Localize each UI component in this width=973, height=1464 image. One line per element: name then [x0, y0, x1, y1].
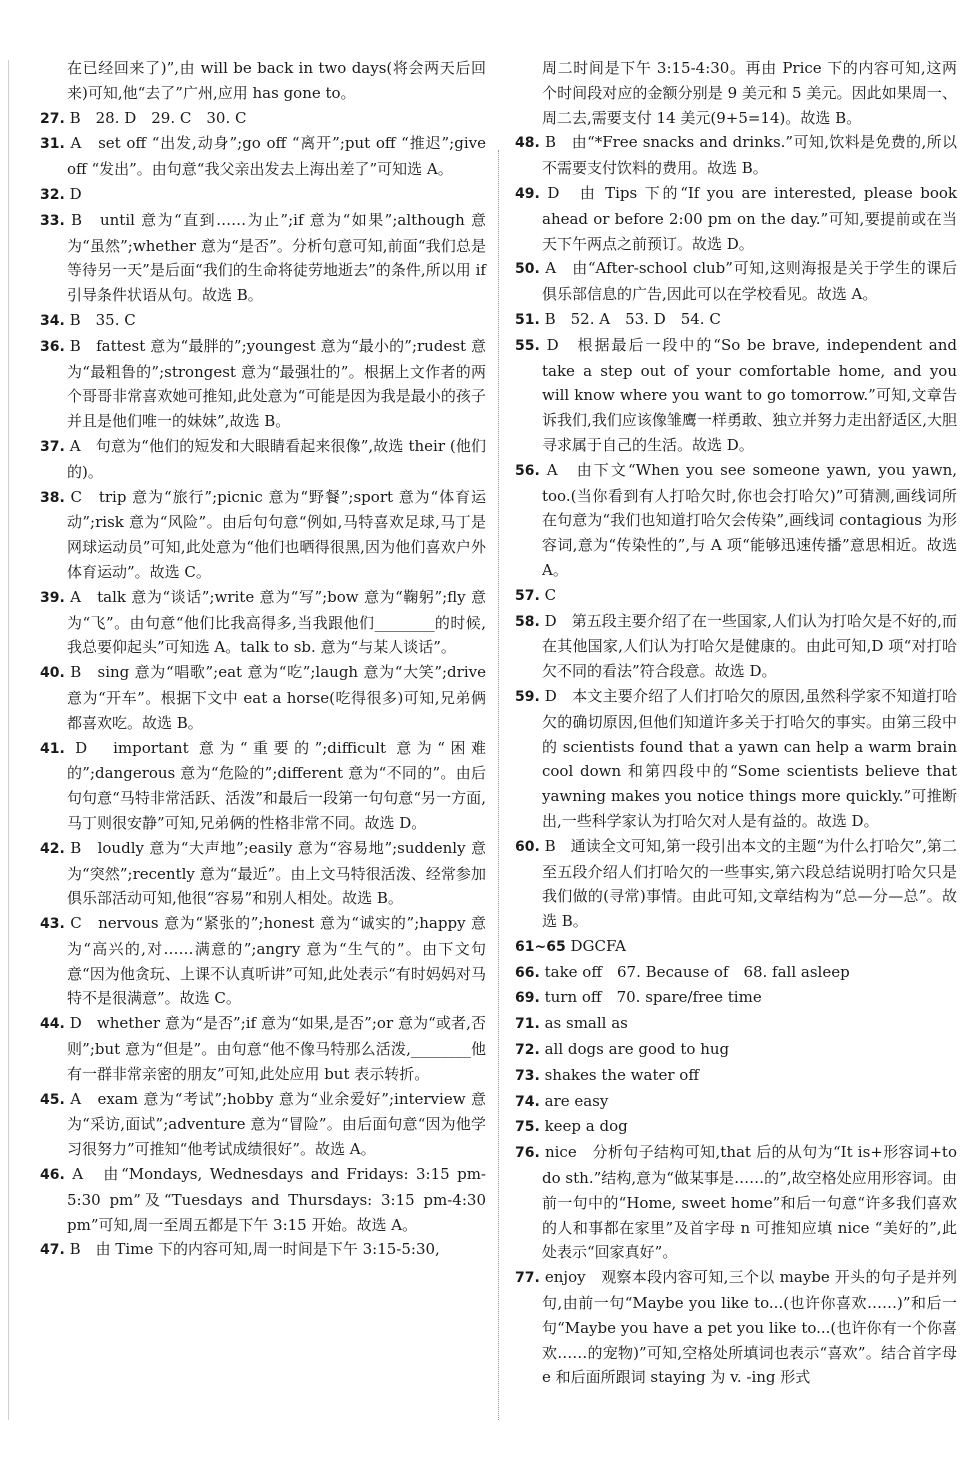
answer-text: A 句意为“他们的短发和大眼睛看起来很像”,故选 their (他们的)。 — [67, 436, 486, 481]
question-number: 36. — [40, 338, 65, 355]
question-number: 33. — [40, 212, 65, 229]
answer-entry — [40, 106, 486, 132]
question-number: 38. — [40, 489, 65, 506]
answer-text: D important 意为“重要的”;difficult 意为“困难的”;dangerous 意为“危险的”;different 意为“不同的”。由后句句意“马特非常活跃、活泼”和最后一段第一句句意“另一方面,马丁则很安静”可知,兄弟俩的性格非常不同。故选 D。 — [67, 738, 486, 832]
answer-entry — [40, 1162, 486, 1237]
question-number: 27. — [40, 110, 65, 127]
answer-text: D — [69, 184, 82, 203]
question-number: 37. — [40, 438, 65, 455]
answer-entry — [515, 934, 957, 960]
question-number: 57. — [515, 587, 540, 604]
question-number: 48. — [515, 135, 540, 152]
answer-entry — [515, 181, 957, 256]
right-column — [515, 56, 957, 1390]
question-number: 69. — [515, 990, 540, 1007]
answer-text: turn off 70. spare/free time — [544, 988, 762, 1007]
question-number: 41. — [40, 740, 65, 757]
answer-entry — [40, 1011, 486, 1086]
answer-entry — [515, 1265, 957, 1390]
question-number: 49. — [515, 185, 540, 202]
answer-entry — [40, 56, 486, 106]
answer-text: B until 意为“直到……为止”;if 意为“如果”;although 意为“虽然”;whether 意为“是否”。分析句意可知,前面“我们总是等待另一天”是后面“我们的生命将徒劳地逝去”的条件,所以用 if 引导条件状语从句。故选 B。 — [67, 210, 486, 305]
question-number: 73. — [515, 1067, 540, 1084]
answer-text: B 由 Time 下的内容可知,周一时间是下午 3:15-5:30, — [69, 1240, 440, 1259]
answer-entry — [40, 836, 486, 911]
answer-entry — [515, 960, 957, 986]
answer-entry — [515, 1063, 957, 1089]
answer-entry — [40, 131, 486, 182]
answer-text: take off 67. Because of 68. fall asleep — [544, 962, 850, 981]
question-number: 75. — [515, 1119, 540, 1136]
answer-text: enjoy 观察本段内容可知,三个以 maybe 开头的句子是并列句,由前一句“Maybe you like to...(也许你喜欢……)”和后一句“Maybe you have a pet you like to...(也许你有一个你喜欢……的宠物)”可知,空格处所填词也表示“喜欢”。结合首字母 e 和后面所跟词 staying 为 v. -ing 形式 — [542, 1268, 957, 1387]
answer-entry — [40, 308, 486, 334]
answer-entry — [515, 333, 957, 458]
answer-entry — [515, 1011, 957, 1037]
question-number: 59. — [515, 688, 540, 705]
answer-text: A set off “出发,动身”;go off “离开”;put off “推迟”;give off “发出”。由句意“我父亲出发去上海出差了”可知选 A。 — [67, 134, 486, 179]
question-number: 42. — [40, 840, 65, 857]
answer-entry — [515, 834, 957, 934]
answer-entry — [515, 1037, 957, 1063]
question-number: 72. — [515, 1042, 540, 1059]
answer-entry — [40, 334, 486, 434]
question-number: 45. — [40, 1091, 65, 1108]
column-divider — [498, 150, 499, 1420]
answer-text: B fattest 意为“最胖的”;youngest 意为“最小的”;rudest 意为“最粗鲁的”;strongest 意为“最强壮的”。根据上文作者的两个哥哥非常喜欢她可推知,此处意为“可能是因为我是最小的孩子并且是他们唯一的妹妹”,故选 B。 — [67, 336, 486, 431]
answer-text: C — [544, 585, 557, 604]
answer-text: are easy — [544, 1091, 609, 1110]
answer-text: D whether 意为“是否”;if 意为“如果,是否”;or 意为“或者,否则”;but 意为“但是”。由句意“他不像马特那么活泼,________他有一群非常亲密的朋友”可知,此处应用 but 表示转折。 — [67, 1014, 486, 1083]
answer-text: B 52. A 53. D 54. C — [544, 309, 721, 328]
answer-text: as small as — [544, 1014, 628, 1033]
question-number: 44. — [40, 1016, 65, 1033]
question-number: 50. — [515, 261, 540, 278]
answer-entry — [40, 660, 486, 735]
answer-entry — [515, 56, 957, 130]
answer-entry — [515, 1114, 957, 1140]
answer-entry — [515, 985, 957, 1011]
answer-entry — [515, 684, 957, 834]
answer-entry — [40, 1237, 486, 1263]
answer-entry — [40, 208, 486, 308]
question-number: 47. — [40, 1242, 65, 1259]
question-number: 56. — [515, 462, 540, 479]
answer-entry — [40, 736, 486, 836]
question-number: 61~65 — [515, 938, 566, 955]
answer-entry — [515, 1089, 957, 1115]
answer-text: B 35. C — [69, 310, 136, 329]
answer-text: nice 分析句子结构可知,that 后的从句为“It is+形容词+to do sth.”结构,意为“做某事是……的”,故空格处应用形容词。由前一句中的“Home, sweet home”和后一句意“许多我们喜欢的人和事都在家里”及首字母 n 可推知应填 nice “美好的”,此处表示“回家真好”。 — [542, 1143, 957, 1262]
question-number: 71. — [515, 1016, 540, 1033]
answer-entry — [515, 609, 957, 684]
answer-text: A 由“After-school club”可知,这则海报是关于学生的课后俱乐部信息的广告,因此可以在学校看见。故选 A。 — [542, 259, 957, 304]
answer-text: A 由“Mondays, Wednesdays and Fridays: 3:15 pm-5:30 pm”及“Tuesdays and Thursdays: 3:15 pm-4:30 pm”可知,周一至周五都是下午 3:15 开始。故选 A。 — [67, 1165, 486, 1234]
answer-entry — [40, 911, 486, 1011]
answer-text: B 通读全文可知,第一段引出本文的主题“为什么打哈欠”,第二至五段介绍人们打哈欠的一些事实,第六段总结说明打哈欠只是我们做的(寻常)事情。由此可知,文章结构为“总—分—总”。故选 B。 — [542, 836, 957, 931]
answer-text: B loudly 意为“大声地”;easily 意为“容易地”;suddenly 意为“突然”;recently 意为“最近”。由上文马特很活泼、经常参加俱乐部活动可知,他很“容易”和别人相处。故选 B。 — [67, 838, 486, 908]
answer-entry — [515, 307, 957, 333]
answer-entry — [40, 485, 486, 585]
question-number: 32. — [40, 186, 65, 203]
answer-entry — [515, 583, 957, 609]
answer-entry — [515, 458, 957, 583]
answer-text: 周二时间是下午 3:15-4:30。再由 Price 下的内容可知,这两个时间段对应的金额分别是 9 美元和 5 美元。因此如果周一、周二去,需要支付 14 美元(9+5=14)。故选 B。 — [542, 59, 957, 127]
answer-entry — [40, 1087, 486, 1162]
question-number: 55. — [515, 337, 540, 354]
answer-text: D 由 Tips 下的“If you are interested, please book ahead or before 2:00 pm on the day.”可知,要提前或在当天下午两点之前预订。故选 D。 — [542, 183, 957, 253]
answer-text: A exam 意为“考试”;hobby 意为“业余爱好”;interview 意为“采访,面试”;adventure 意为“冒险”。由后面句意“因为他学习很努力”可推知“他考试成绩很好”。故选 A。 — [67, 1089, 486, 1159]
answer-text: keep a dog — [544, 1117, 628, 1136]
question-number: 40. — [40, 665, 65, 682]
answer-text: D 第五段主要介绍了在一些国家,人们认为打哈欠是不好的,而在其他国家,人们认为打哈欠是健康的。由此可知,D 项“对打哈欠不同的看法”符合段意。故选 D。 — [542, 611, 957, 681]
question-number: 51. — [515, 311, 540, 328]
answer-text: DGCFA — [570, 936, 626, 955]
answer-text: B sing 意为“唱歌”;eat 意为“吃”;laugh 意为“大笑”;drive 意为“开车”。根据下文中 eat a horse(吃得很多)可知,兄弟俩都喜欢吃。故选 B。 — [67, 663, 486, 732]
answer-text: B 由“*Free snacks and drinks.”可知,饮料是免费的,所以不需要支付饮料的费用。故选 B。 — [542, 133, 957, 178]
answer-text: A 由下文“When you see someone yawn, you yawn, too.(当你看到有人打哈欠时,你也会打哈欠)”可猜测,画线词所在句意为“我们也知道打哈欠会传染”,画线词 contagious 为形容词,意为“传染性的”,与 A 项“能够迅速传播”意思相近。故选 A。 — [542, 460, 957, 579]
answer-text: D 根据最后一段中的“So be brave, independent and take a step out of your comfortable home, and you will know where you want to go tomorrow.”可知,文章告诉我们,我们应该像雏鹰一样勇敢、独立并努力走出舒适区,大胆寻求属于自己的生活。故选 D。 — [542, 335, 957, 454]
question-number: 43. — [40, 916, 65, 933]
answer-entry — [515, 130, 957, 181]
answer-text: all dogs are good to hug — [544, 1040, 730, 1059]
answer-text: D 本文主要介绍了人们打哈欠的原因,虽然科学家不知道打哈欠的确切原因,但他们知道许多关于打哈欠的事实。由第三段中的 scientists found that a yawn can help a warm brain cool down 和第四段中的“Some scientists believe that yawning makes you notice things more quickly.”可推断出,一些科学家认为打哈欠对人是有益的。故选 D。 — [542, 686, 957, 830]
question-number: 74. — [515, 1093, 540, 1110]
answer-text: 在已经回来了)”,由 will be back in two days(将会两天后回来)可知,他“去了”广州,应用 has gone to。 — [67, 59, 486, 102]
question-number: 46. — [40, 1167, 65, 1184]
question-number: 31. — [40, 136, 65, 153]
answer-entry — [515, 256, 957, 307]
question-number: 58. — [515, 613, 540, 630]
answer-entry — [40, 434, 486, 485]
question-number: 60. — [515, 838, 540, 855]
question-number: 34. — [40, 312, 65, 329]
answer-text: C nervous 意为“紧张的”;honest 意为“诚实的”;happy 意为“高兴的,对……满意的”;angry 意为“生气的”。由下文句意“因为他贪玩、上课不认真听讲”可知,此处表示“有时妈妈对马特不是很满意”。故选 C。 — [67, 914, 486, 1008]
answer-text: C trip 意为“旅行”;picnic 意为“野餐”;sport 意为“体育运动”;risk 意为“风险”。由后句句意“例如,马特喜欢足球,马丁是网球运动员”可知,此处意为“他们也晒得很黑,因为他们喜欢户外体育运动”。故选 C。 — [67, 487, 486, 581]
answer-entry — [40, 585, 486, 660]
question-number: 39. — [40, 589, 65, 606]
question-number: 77. — [515, 1270, 540, 1287]
question-number: 66. — [515, 964, 540, 981]
left-column — [40, 56, 486, 1263]
answer-text: A talk 意为“谈话”;write 意为“写”;bow 意为“鞠躬”;fly 意为“飞”。由句意“他们比我高得多,当我跟他们________的时候,我总要仰起头”可知选 A。talk to sb. 意为“与某人谈话”。 — [67, 587, 486, 657]
page-edge-line — [8, 60, 9, 1420]
answer-entry — [40, 182, 486, 208]
answer-text: shakes the water off — [544, 1065, 699, 1084]
answer-entry — [515, 1140, 957, 1265]
question-number: 76. — [515, 1145, 540, 1162]
answer-text: B 28. D 29. C 30. C — [69, 108, 247, 127]
